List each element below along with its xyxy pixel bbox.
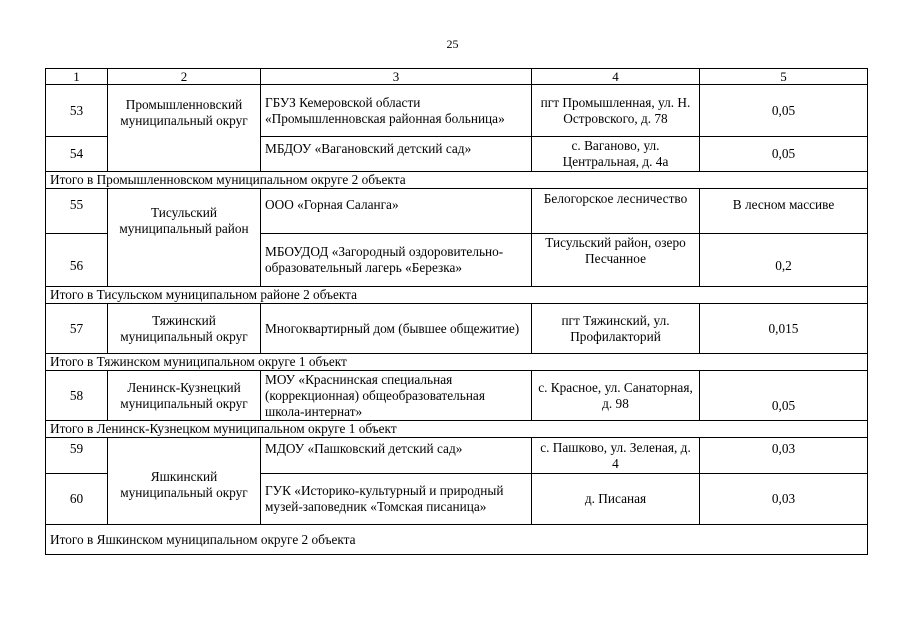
district-cell: Промышленновский муниципальный округ xyxy=(108,85,261,172)
district-total: Итого в Тисульском муниципальном районе 2 объекта xyxy=(46,287,868,304)
row-number: 54 xyxy=(46,137,108,172)
header-cell: 2 xyxy=(108,69,261,85)
organization-cell: ООО «Горная Саланга» xyxy=(261,189,532,234)
total-row xyxy=(46,421,868,438)
district-cell: Яшкинский муниципальный округ xyxy=(108,438,261,525)
organization-cell: МБОУДОД «Загородный оздоровительно-образовательный лагерь «Березка» xyxy=(261,234,532,287)
area-cell: 0,05 xyxy=(700,137,868,172)
district-total: Итого в Тяжинском муниципальном округе 1 объект xyxy=(46,354,868,371)
district-cell: Тисульский муниципальный район xyxy=(108,189,261,287)
row-number: 58 xyxy=(46,371,108,421)
area-cell: 0,2 xyxy=(700,234,868,287)
area-cell: 0,05 xyxy=(700,85,868,137)
total-row xyxy=(46,172,868,189)
objects-table xyxy=(45,68,868,555)
district-total: Итого в Промышленновском муниципальном округе 2 объекта xyxy=(46,172,868,189)
row-number: 59 xyxy=(46,438,108,474)
table-row xyxy=(46,189,868,234)
address-cell: пгт Промышленная, ул. Н. Островского, д. 78 xyxy=(532,85,700,137)
row-number: 56 xyxy=(46,234,108,287)
header-row xyxy=(46,69,868,85)
address-cell: пгт Тяжинский, ул. Профилакторий xyxy=(532,304,700,354)
address-cell: Тисульский район, озеро Песчанное xyxy=(532,234,700,287)
address-cell: д. Писаная xyxy=(532,474,700,525)
district-cell: Тяжинский муниципальный округ xyxy=(108,304,261,354)
area-cell: 0,03 xyxy=(700,438,868,474)
header-cell: 3 xyxy=(261,69,532,85)
area-cell: 0,015 xyxy=(700,304,868,354)
row-number: 57 xyxy=(46,304,108,354)
table-row xyxy=(46,304,868,354)
row-number: 53 xyxy=(46,85,108,137)
area-cell: В лесном массиве xyxy=(700,189,868,234)
area-cell: 0,03 xyxy=(700,474,868,525)
table-row xyxy=(46,85,868,137)
address-cell: с. Пашково, ул. Зеленая, д. 4 xyxy=(532,438,700,474)
row-number: 60 xyxy=(46,474,108,525)
organization-cell: МБДОУ «Вагановский детский сад» xyxy=(261,137,532,172)
address-cell: Белогорское лесничество xyxy=(532,189,700,234)
page-number: 25 xyxy=(446,37,459,51)
address-cell: с. Красное, ул. Санаторная, д. 98 xyxy=(532,371,700,421)
row-number: 55 xyxy=(46,189,108,234)
header-cell: 1 xyxy=(46,69,108,85)
organization-cell: ГБУЗ Кемеровской области «Промышленновская районная больница» xyxy=(261,85,532,137)
area-cell: 0,05 xyxy=(700,371,868,421)
district-cell: Ленинск-Кузнецкий муниципальный округ xyxy=(108,371,261,421)
organization-cell: Многоквартирный дом (бывшее общежитие) xyxy=(261,304,532,354)
organization-cell: МДОУ «Пашковский детский сад» xyxy=(261,438,532,474)
table-row xyxy=(46,438,868,474)
organization-cell: МОУ «Краснинская специальная (коррекционная) общеобразовательная школа-интернат» xyxy=(261,371,532,421)
total-row xyxy=(46,525,868,555)
organization-cell: ГУК «Историко-культурный и природный музей-заповедник «Томская писаница» xyxy=(261,474,532,525)
district-total: Итого в Ленинск-Кузнецком муниципальном округе 1 объект xyxy=(46,421,868,438)
header-cell: 5 xyxy=(700,69,868,85)
total-row xyxy=(46,287,868,304)
district-total: Итого в Яшкинском муниципальном округе 2 объекта xyxy=(46,525,868,555)
address-cell: с. Ваганово, ул. Центральная, д. 4а xyxy=(532,137,700,172)
table-row xyxy=(46,371,868,421)
header-cell: 4 xyxy=(532,69,700,85)
total-row xyxy=(46,354,868,371)
